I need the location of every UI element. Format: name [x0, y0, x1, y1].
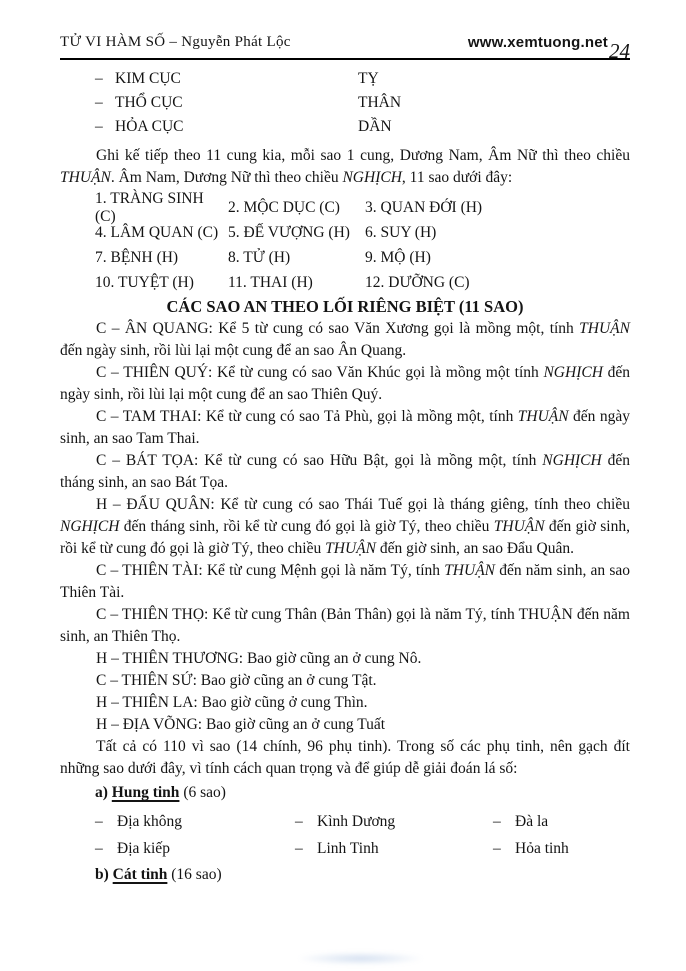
- cat-tinh-label: [60, 864, 630, 886]
- paragraph-thien-su: C – THIÊN SỨ: Bao giờ cũng an ở cung Tật.: [96, 672, 377, 689]
- cuc-label: KIM CỤC: [115, 70, 181, 87]
- list-dash: –: [95, 839, 103, 857]
- watermark: [298, 952, 423, 965]
- paragraph-emphasis: THUẬN: [579, 320, 630, 337]
- paragraph-emphasis: THUẬN: [444, 562, 496, 579]
- paragraph-tam-thai: [60, 406, 630, 450]
- intro-emphasis: NGHỊCH: [342, 169, 402, 186]
- intro-emphasis: THUẬN: [60, 169, 111, 186]
- section-heading: CÁC SAO AN THEO LỐI RIÊNG BIỆT (11 SAO): [166, 297, 524, 316]
- star-cell: 2. MỘC DỤC (C): [228, 198, 340, 216]
- star-name: Linh Tinh: [317, 839, 379, 857]
- paragraph-text: đến tháng sinh, rồi kể từ cung đó gọi là giờ Tý, theo chiều: [119, 518, 494, 535]
- page-number: 24: [609, 39, 630, 63]
- hung-tinh-label: [60, 782, 630, 804]
- paragraph-text: C – ÂN QUANG: Kể 5 từ cung có sao Văn Xương gọi là mồng một, tính: [96, 320, 580, 337]
- paragraph-emphasis: NGHỊCH: [543, 364, 603, 381]
- star-cell: 10. TUYỆT (H): [95, 273, 194, 291]
- paragraph-dia-vong: H – ĐỊA VÕNG: Bao giờ cũng an ở cung Tuất: [96, 716, 386, 733]
- cuc-item: [95, 91, 630, 115]
- cuc-value: TỴ: [358, 70, 379, 87]
- paragraph-text: đến tháng sinh, an sao Bát Tọa.: [60, 452, 630, 491]
- label-underlined: Hung tinh: [111, 784, 180, 801]
- paragraph-an-quang: [60, 318, 630, 362]
- intro-text: . Âm Nam, Dương Nữ thì theo chiều: [110, 169, 343, 186]
- star-name: Địa kiếp: [117, 839, 170, 857]
- paragraph-emphasis: NGHỊCH: [542, 452, 602, 469]
- label-underlined: Cát tinh: [112, 866, 168, 883]
- paragraph-text: C – BÁT TỌA: Kể từ cung có sao Hữu Bật, gọi là mồng một, tính: [96, 452, 543, 469]
- star-cell: 5. ĐẾ VƯỢNG (H): [228, 223, 350, 241]
- list-item: [95, 813, 295, 831]
- paragraph-text: C – TAM THAI: Kể từ cung có sao Tả Phù, gọi là mồng một, tính: [96, 408, 518, 425]
- intro-text: , 11 sao dưới đây:: [401, 169, 513, 186]
- list-dash: –: [493, 839, 501, 857]
- paragraph-text: C – THIÊN TÀI: Kể từ cung Mệnh gọi là năm Tý, tính: [96, 562, 445, 579]
- list-dash: –: [493, 812, 501, 830]
- paragraph-thien-quy: [60, 362, 630, 406]
- star-name: Kình Dương: [317, 812, 396, 830]
- paragraph-text: đến giờ sinh, rồi kể từ cung đó gọi là giờ Tý, theo chiều: [60, 518, 630, 557]
- star-cell: 4. LÂM QUAN (C): [95, 223, 219, 241]
- paragraph-emphasis: THUẬN: [517, 408, 569, 425]
- hung-tinh-list: [95, 808, 630, 862]
- cuc-label: HỎA CỤC: [115, 118, 184, 135]
- paragraph-text: H – ĐẨU QUÂN: Kể từ cung có sao Thái Tuế gọi là tháng giêng, tính theo chiều: [96, 496, 630, 513]
- list-item: [493, 840, 630, 858]
- paragraph-emphasis: NGHỊCH: [60, 518, 120, 535]
- list-item: [95, 840, 295, 858]
- paragraph-bat-toa: [60, 450, 630, 494]
- cuc-value: DẦN: [358, 118, 392, 135]
- list-item: [493, 813, 630, 831]
- site-url: www.xemtuong.net: [467, 34, 608, 51]
- list-item: [295, 840, 493, 858]
- paragraph-text: đến ngày sinh, rồi lùi lại một cung để an sao Ân Quang.: [60, 342, 407, 359]
- list-dash: –: [95, 118, 103, 135]
- label-prefix: a): [95, 784, 112, 801]
- paragraph-thien-tho: [60, 604, 630, 648]
- cuc-item: [95, 115, 630, 139]
- star-cell: 9. MỘ (H): [365, 248, 431, 266]
- list-dash: –: [295, 839, 303, 857]
- book-title: TỬ VI HÀM SỐ – Nguyễn Phát Lộc: [60, 34, 291, 50]
- paragraph-text: đến giờ sinh, an sao Đẩu Quân.: [375, 540, 574, 557]
- intro-paragraph: [60, 145, 630, 189]
- twelve-stars-grid: [95, 189, 630, 295]
- list-dash: –: [95, 94, 103, 111]
- label-prefix: b): [95, 866, 113, 883]
- paragraph-thien-thuong: H – THIÊN THƯƠNG: Bao giờ cũng an ở cung Nô.: [96, 650, 422, 667]
- paragraph-text: đến năm sinh, an sao Thiên Tài.: [60, 562, 630, 601]
- star-cell: 1. TRÀNG SINH (C): [95, 189, 204, 225]
- star-cell: 6. SUY (H): [365, 223, 437, 241]
- paragraph-emphasis: THUẬN: [325, 540, 376, 557]
- paragraph-emphasis: THUẬN: [493, 518, 545, 535]
- list-dash: –: [295, 812, 303, 830]
- cuc-label: THỔ CỤC: [115, 94, 183, 111]
- label-suffix: (16 sao): [167, 866, 222, 883]
- star-cell: 7. BỆNH (H): [95, 248, 179, 266]
- paragraph-text: C – THIÊN QUÝ: Kể từ cung có sao Văn Khúc gọi là mồng một tính: [96, 364, 544, 381]
- star-name: Hỏa tinh: [515, 839, 569, 857]
- star-cell: 12. DƯỠNG (C): [365, 273, 470, 291]
- cuc-item: [95, 67, 630, 91]
- paragraph-thien-tai: [60, 560, 630, 604]
- intro-text: Ghi kế tiếp theo 11 cung kia, mỗi sao 1 cung, Dương Nam, Âm Nữ thì theo chiều: [96, 147, 630, 164]
- paragraph-dau-quan: [60, 494, 630, 560]
- cuc-value: THÂN: [358, 94, 402, 111]
- page-header: [60, 34, 630, 63]
- star-name: Địa không: [117, 812, 183, 830]
- paragraph-summary: Tất cả có 110 vì sao (14 chính, 96 phụ tinh). Trong số các phụ tinh, nên gạch đít những sao dưới đây, vì tính cách quan trọng và để giúp dễ giải đoán lá số:: [60, 738, 630, 777]
- paragraph-text: C – THIÊN THỌ: Kể từ cung Thân (Bản Thân) gọi là năm Tý, tính THUẬN đến năm sinh, an Thiên Thọ.: [60, 606, 630, 645]
- list-dash: –: [95, 70, 103, 87]
- cat-tinh-label-bold: [95, 866, 167, 883]
- star-cell: 3. QUAN ĐỚI (H): [365, 198, 483, 216]
- hung-tinh-label-bold: [95, 784, 179, 801]
- cuc-list: [95, 67, 630, 139]
- paragraph-thien-la: H – THIÊN LA: Bao giờ cũng ở cung Thìn.: [96, 694, 368, 711]
- label-suffix: (6 sao): [179, 784, 226, 801]
- star-name: Đà la: [515, 812, 549, 830]
- paragraph-text: đến ngày sinh, rồi lùi lại một cung để an sao Thiên Quý.: [60, 364, 630, 403]
- star-cell: 11. THAI (H): [228, 273, 313, 291]
- header-right: [467, 34, 630, 63]
- list-item: [295, 813, 493, 831]
- paragraph-text: đến ngày sinh, an sao Tam Thai.: [60, 408, 631, 447]
- star-cell: 8. TỬ (H): [228, 248, 291, 266]
- list-dash: –: [95, 812, 103, 830]
